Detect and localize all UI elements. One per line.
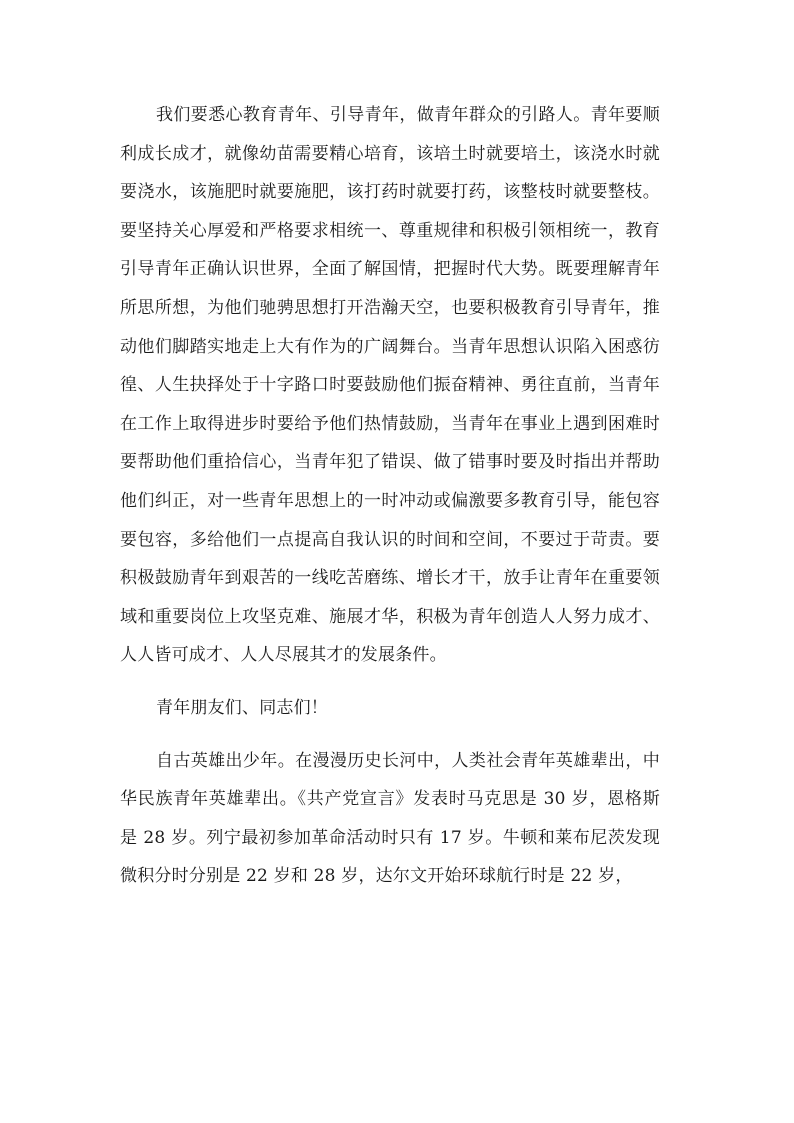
paragraph-salutation: 青年朋友们、同志们！ [156,697,328,718]
paragraph-guiding-youth: 我们要悉心教育青年、引导青年，做青年群众的引路人。青年要顺利成长成才，就像幼苗需要精心培育，该培土时就要培土，该浇水时就要浇水，该施肥时就要施肥，该打药时就要打药，该整枝时就要整枝。要坚持关心厚爱和严格要求相统一、尊重规律和积极引领相统一，教育引导青年正确认识世界，全面了解国情，把握时代大势。既要理解青年所思所想，为他们驰骋思想打开浩瀚天空，也要积极教育引导青年，推动他们脚踏实地走上大有作为的广阔舞台。当青年思想认识陷入困惑彷徨、人生抉择处于十字路口时要鼓励他们振奋精神、勇往直前，当青年在工作上取得进步时要给予他们热情鼓励，当青年在事业上遇到困难时要帮助他们重拾信心，当青年犯了错误、做了错事时要及时指出并帮助他们纠正，对一些青年思想上的一时冲动或偏激要多教育引导，能包容要包容，多给他们一点提高自我认识的时间和空间，不要过于苛责。要积极鼓励青年到艰苦的一线吃苦磨练、增长才干，放手让青年在重要领域和重要岗位上攻坚克难、施展才华，积极为青年创造人人努力成才、人人皆可成才、人人尽展其才的发展条件。 [120,105,660,666]
document-body [120,96,660,896]
paragraph-young-heroes: 自古英雄出少年。在漫漫历史长河中，人类社会青年英雄辈出，中华民族青年英雄辈出。《共产党宣言》发表时马克思是 30 岁，恩格斯是 28 岁。列宁最初参加革命活动时只有 17 岁。牛顿和莱布尼茨发现微积分时分别是 22 岁和 28 岁，达尔文开始环球航行时是 22 岁， [120,750,660,887]
